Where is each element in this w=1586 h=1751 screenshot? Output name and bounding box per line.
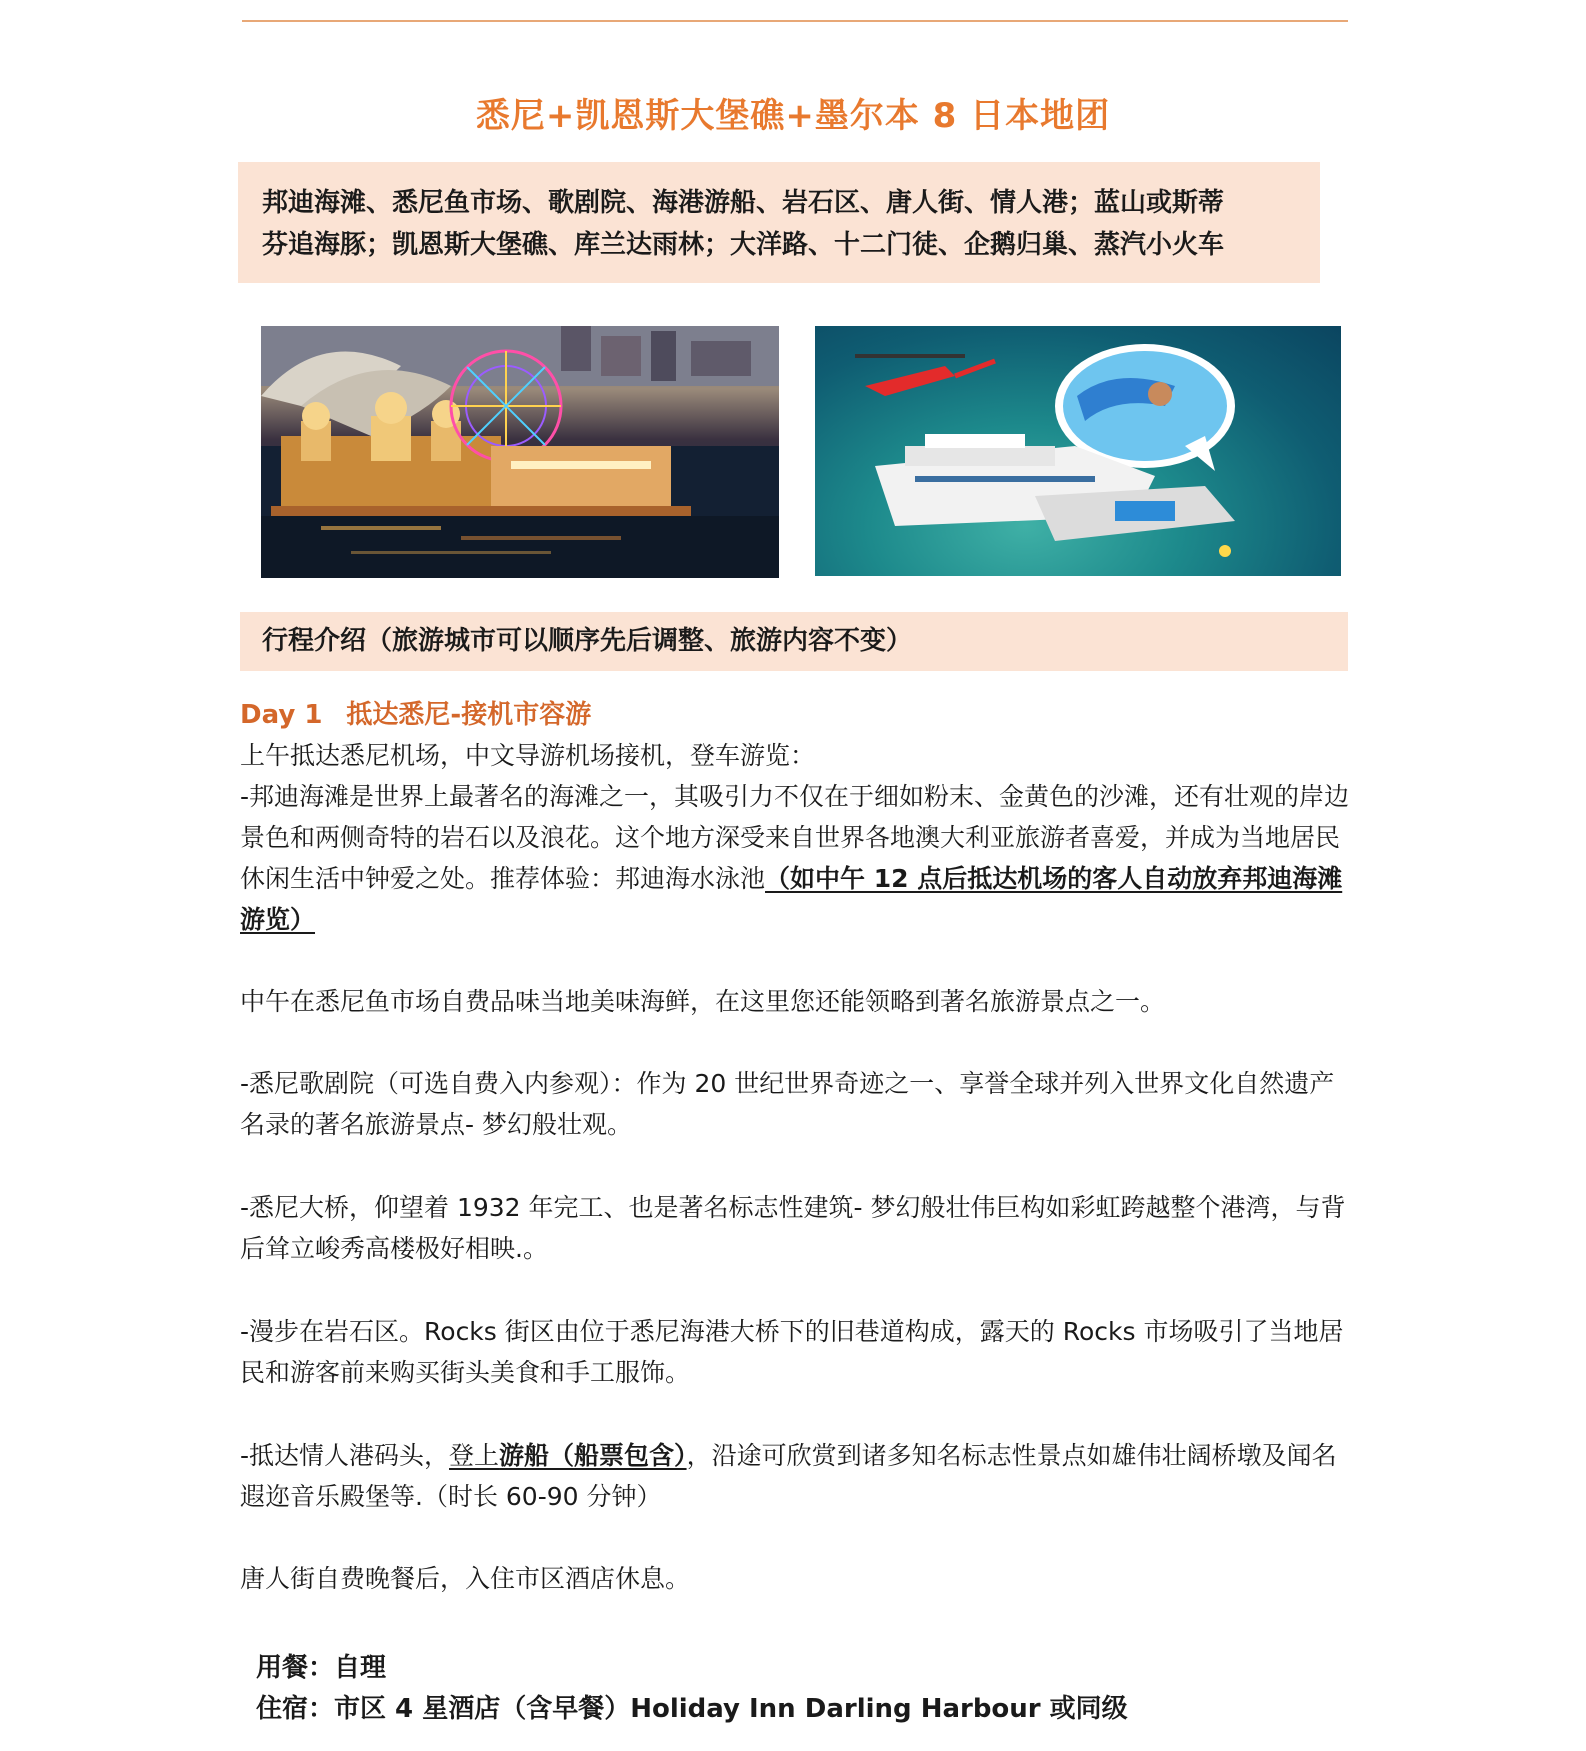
day1-intro: 上午抵达悉尼机场，中文导游机场接机，登车游览： xyxy=(240,741,816,770)
day-label: Day 1 xyxy=(240,700,323,730)
bondi-text: -邦迪海滩是世界上最著名的海滩之一，其吸引力不仅在于细如粉末、金黄色的沙滩，还有壮观的岸边景色和两侧奇特的岩石以及浪花。这个地方深受来自世界各地澳大利亚旅游者喜爱，并成为当地居民休闲生活中钟爱之处。推荐体验：邦迪海水泳池 xyxy=(240,782,1350,893)
fish-market-paragraph: 中午在悉尼鱼市场自费品味当地美味海鲜，在这里您还能领略到著名旅游景点之一。 xyxy=(240,987,1166,1016)
darling-post: ，沿途可欣赏到诸多知名标志性景点如雄伟壮阔桥墩及闻名遐迩音乐殿堡等.（时长 60-90 分钟） xyxy=(240,1441,1337,1511)
luna-park-photo xyxy=(261,326,779,578)
tour-title: 悉尼+凯恩斯大堡礁+墨尔本 8 日本地团 xyxy=(475,96,1111,136)
rocks-paragraph: -漫步在岩石区。Rocks 街区由位于悉尼海港大桥下的旧巷道构成，露天的 Rocks 市场吸引了当地居民和游客前来购买街头美食和手工服饰。 xyxy=(240,1317,1344,1387)
bondi-note: （如中午 12 点后抵达机场的客人自动放弃邦迪海滩游览） xyxy=(240,864,1343,934)
hotel-info: 住宿：市区 4 星酒店（含早餐）Holiday Inn Darling Harbour 或同级 xyxy=(256,1694,1128,1724)
day-1-heading xyxy=(240,694,615,731)
bondi-paragraph xyxy=(240,776,1350,940)
reef-pontoon-photo xyxy=(815,326,1341,576)
highlights-line-2: 芬追海豚；凯恩斯大堡礁、库兰达雨林；大洋路、十二门徒、企鹅归巢、蒸汽小火车 xyxy=(262,230,1225,260)
harbour-bridge-paragraph: -悉尼大桥，仰望着 1932 年完工、也是著名标志性建筑- 梦幻般壮伟巨构如彩虹跨越整个港湾，与背后耸立峻秀高楼极好相映.。 xyxy=(240,1193,1346,1263)
opera-house-paragraph: -悉尼歌剧院（可选自费入内参观）：作为 20 世纪世界奇迹之一、享誉全球并列入世界文化自然遗产名录的著名旅游景点- 梦幻般壮观。 xyxy=(240,1069,1335,1139)
top-divider xyxy=(242,20,1348,22)
meal-info: 用餐：自理 xyxy=(256,1653,387,1683)
darling-harbour-paragraph xyxy=(240,1435,1350,1517)
cruise-included: 游船（船票包含） xyxy=(499,1441,687,1470)
chinatown-paragraph: 唐人街自费晚餐后，入住市区酒店休息。 xyxy=(240,1564,691,1593)
itinerary-section-header: 行程介绍（旅游城市可以顺序先后调整、旅游内容不变） xyxy=(240,612,1348,671)
highlights-line-1: 邦迪海滩、悉尼鱼市场、歌剧院、海港游船、岩石区、唐人街、情人港；蓝山或斯蒂 xyxy=(262,188,1225,218)
darling-board: 登上 xyxy=(449,1441,500,1470)
highlights-box xyxy=(238,162,1320,283)
day-title: 抵达悉尼-接机市容游 xyxy=(346,700,592,730)
darling-pre: -抵达情人港码头， xyxy=(240,1441,450,1470)
